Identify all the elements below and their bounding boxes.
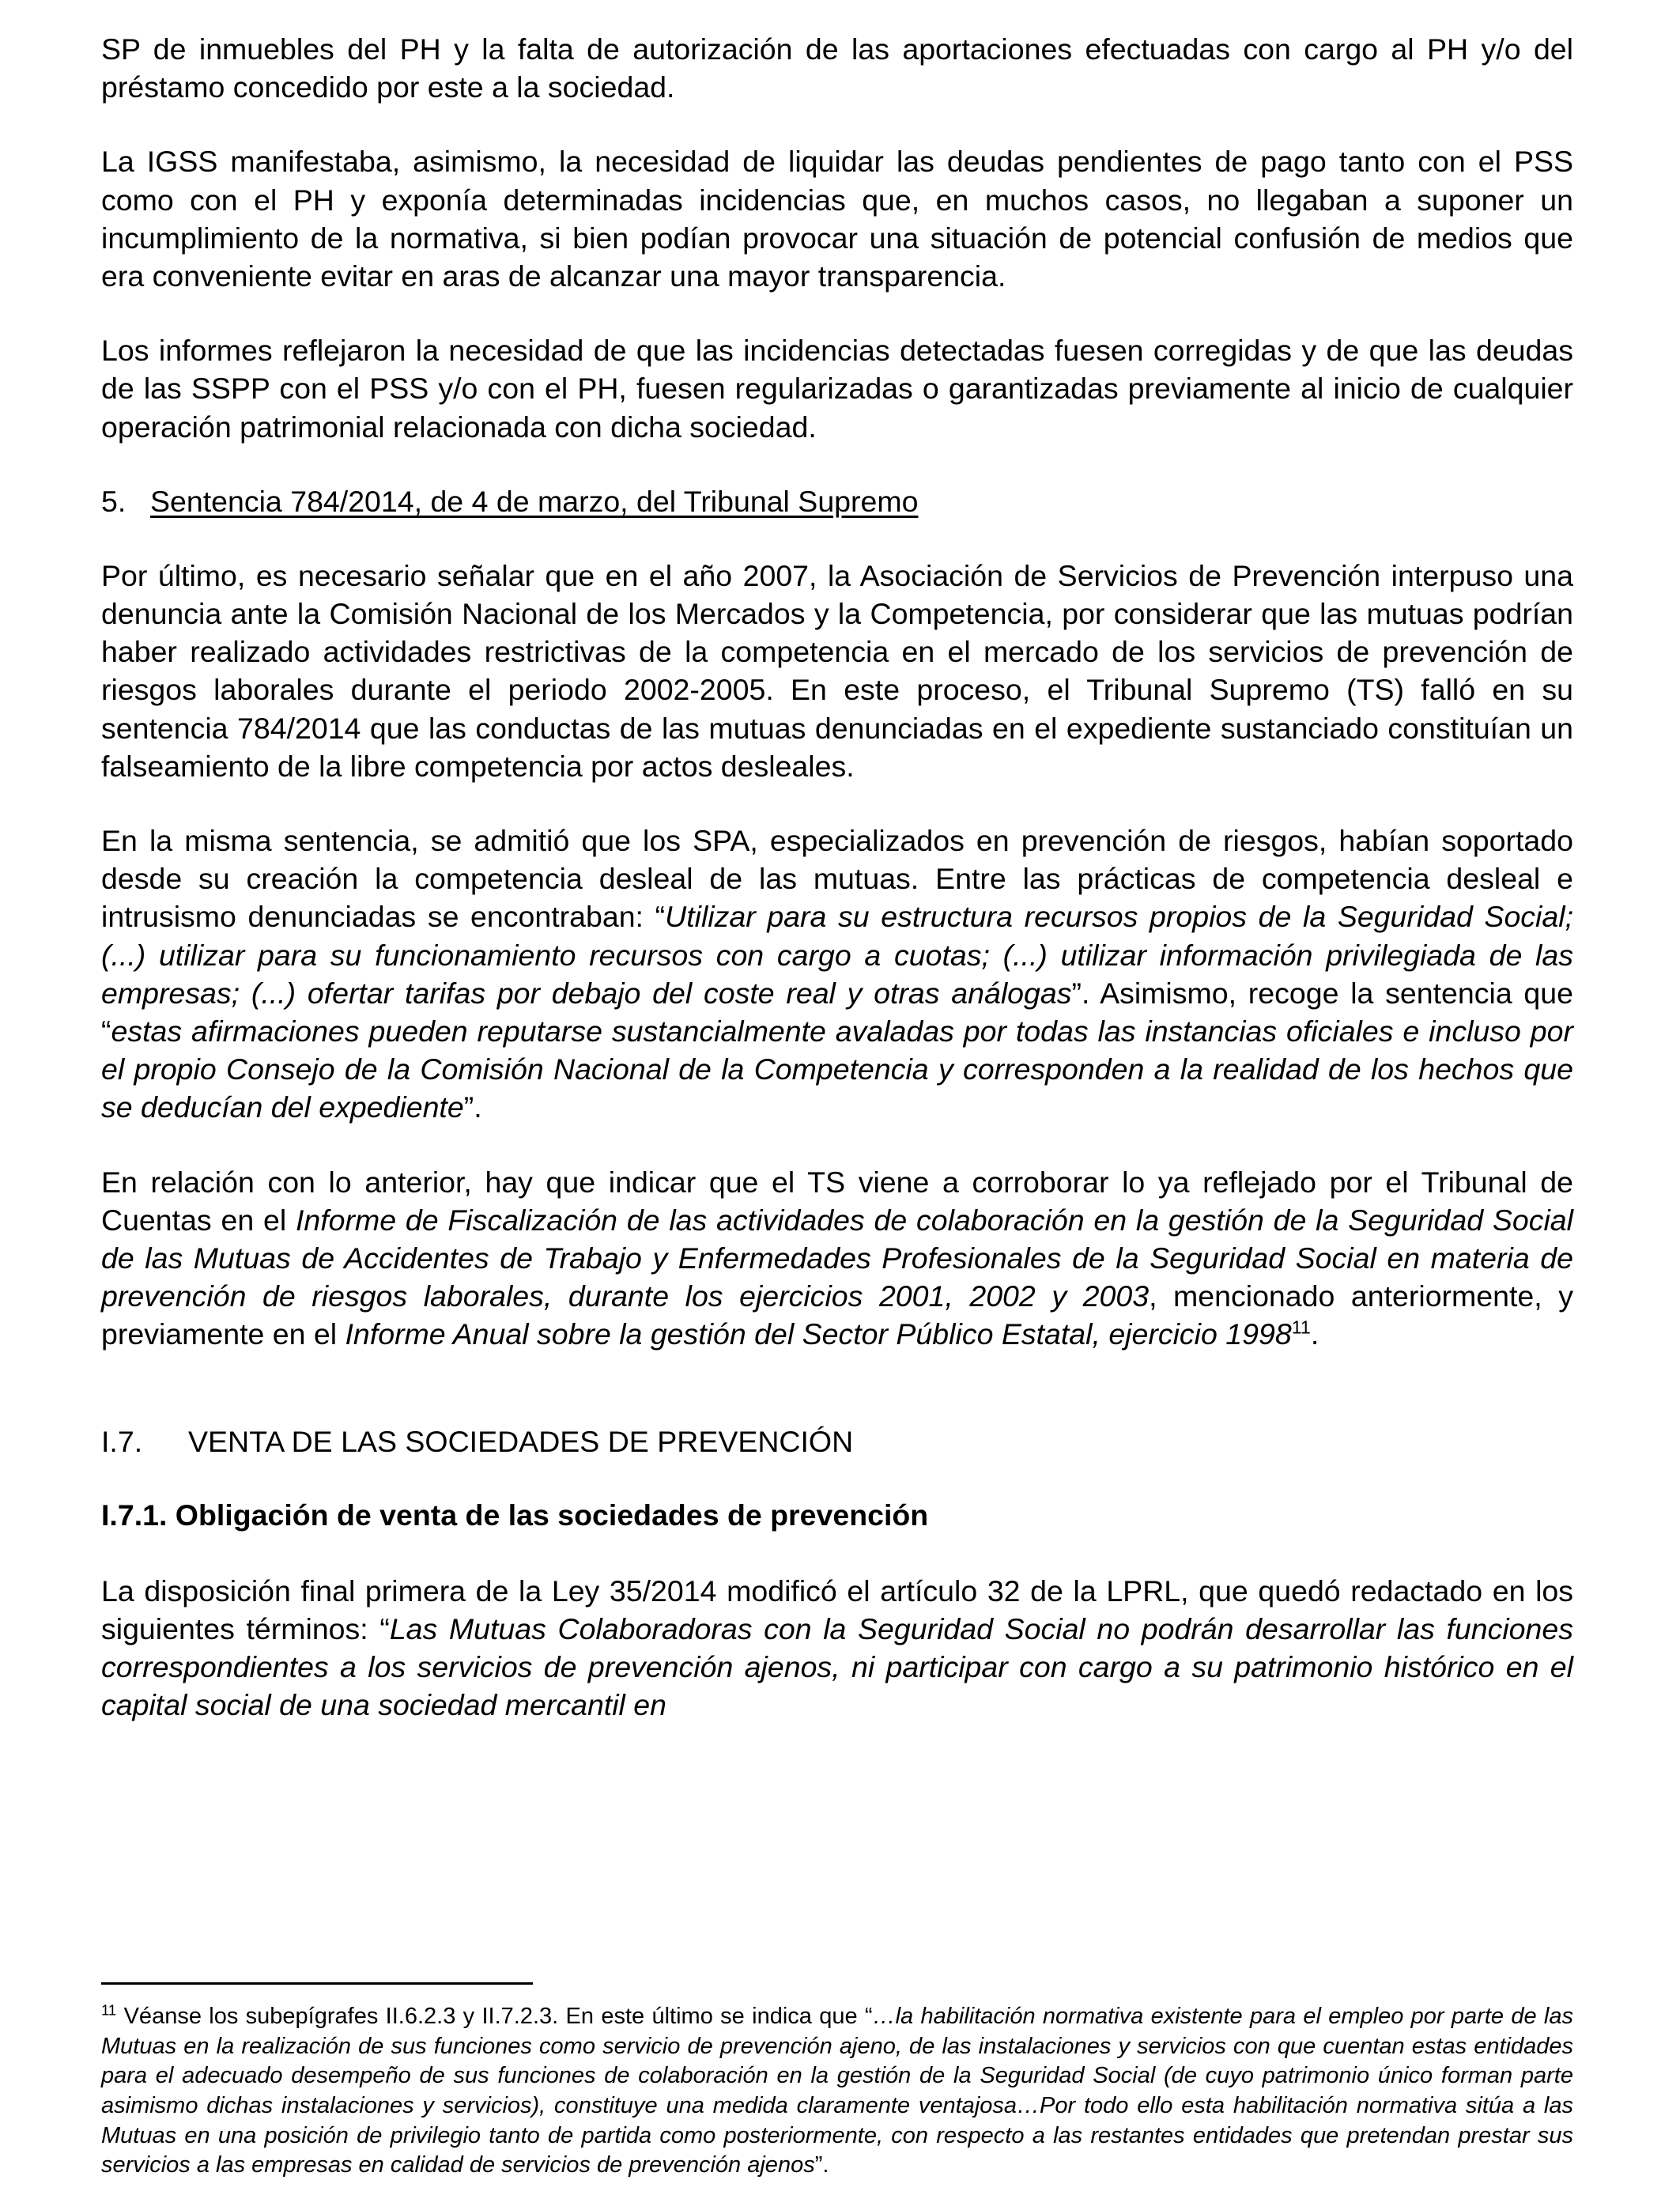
heading-sentencia-784-2014 [101, 482, 1573, 520]
paragraph-informes-reflejaron: Los informes reflejaron la necesidad de que las incidencias detectadas fuesen corregidas y de que las deudas de las SSPP con el PSS y/o con el PH, fuesen regularizadas o garantizadas previamente al inicio de cualquier operación patrimonial relacionada con dicha sociedad. [101, 334, 1573, 444]
paragraph-disposicion-final [101, 1572, 1573, 1725]
heading-i7-text: VENTA DE LAS SOCIEDADES DE PREVENCIÓN [188, 1425, 854, 1459]
heading-number: 5. [101, 484, 126, 518]
title-informe-anual: Informe Anual sobre la gestión del Sector Público Estatal, ejercicio 1998 [345, 1317, 1292, 1351]
paragraph-misma-sentencia [101, 822, 1573, 1127]
paragraph-en-relacion-part3: . [1310, 1317, 1319, 1351]
document-body [101, 30, 1573, 1725]
paragraph-misma-sentencia-part3: ”. [463, 1090, 482, 1124]
heading-text: Sentencia 784/2014, de 4 de marzo, del Tribunal Supremo [150, 484, 919, 518]
paragraph-en-relacion-part2: , mencionado anteriormente, y previamente en el [101, 1279, 1573, 1351]
footnote-11 [101, 2002, 1573, 2181]
paragraph-misma-sentencia-part2: ”. Asimismo, recoge la sentencia que “ [101, 976, 1573, 1048]
footnote-quote: …la habilitación normativa existente para el empleo por parte de las Mutuas en la realización de sus funciones como servicio de prevención ajeno, de las instalaciones y servicios con que cuentan estas entidades para el adecuado desempeño de sus funciones de colaboración en la gestión de la Seguridad Social (de cuyo patrimonio único forman parte asimismo dichas instalaciones y servicios), constituye una medida claramente ventajosa…Por todo ello esta habilitación normativa sitúa a las Mutuas en una posición de privilegio tanto de partida como posteriormente, con respecto a las restantes entidades que pretendan prestar sus servicios a las empresas en calidad de servicios de prevención ajenos [101, 2003, 1573, 2178]
footnote-area [101, 1982, 1573, 2181]
paragraph-misma-sentencia-part1: En la misma sentencia, se admitió que los SPA, especializados en prevención de riesgos, habían soportado desde su creación la competencia desleal de las mutuas. Entre las prácticas de competencia desleal e intrusismo denunciadas se encontraban: “ [101, 824, 1573, 934]
paragraph-por-ultimo: Por último, es necesario señalar que en el año 2007, la Asociación de Servicios de Prevención interpuso una denuncia ante la Comisión Nacional de los Mercados y la Competencia, por considerar que las mutuas podrían haber realizado actividades restrictivas de la competencia en el mercado de los servicios de prevención de riesgos laborales durante el periodo 2002-2005. En este proceso, el Tribunal Supremo (TS) falló en su sentencia 784/2014 que las conductas de las mutuas denunciadas en el expediente sustanciado constituían un falseamiento de la libre competencia por actos desleales. [101, 558, 1573, 783]
section-spacer [101, 1389, 1573, 1422]
heading-i7-number: I.7. [101, 1425, 143, 1459]
quote-afirmaciones-avaladas: estas afirmaciones pueden reputarse sustancialmente avaladas por todas las instancias oficiales e incluso por el propio Consejo de la Comisión Nacional de la Competencia y corresponden a la realidad de los hechos que se deducían del expediente [101, 1014, 1573, 1124]
footnote-part2: ”. [814, 2152, 829, 2178]
heading-i71-obligacion-venta: I.7.1. Obligación de venta de las sociedades de prevención [101, 1498, 929, 1532]
footnote-separator-rule [101, 1982, 533, 1985]
quote-practicas-competencia-desleal: Utilizar para su estructura recursos propios de la Seguridad Social; (...) utilizar para su funcionamiento recursos con cargo a cuotas; (...) utilizar información privilegiada de las empresas; (...) ofertar tarifas por debajo del coste real y otras análogas [101, 900, 1573, 1010]
paragraph-en-relacion-part1: En relación con lo anterior, hay que indicar que el TS viene a corroborar lo ya reflejado por el Tribunal de Cuentas en el [101, 1165, 1573, 1237]
paragraph-igss-manifestaba: La IGSS manifestaba, asimismo, la necesidad de liquidar las deudas pendientes de pago tanto con el PSS como con el PH y exponía determinadas incidencias que, en muchos casos, no llegaban a suponer un incumplimiento de la normativa, si bien podían provocar una situación de potencial confusión de medios que era conveniente evitar en aras de alcanzar una mayor transparencia. [101, 145, 1573, 293]
paragraph-sp-inmuebles: SP de inmuebles del PH y la falta de autorización de las aportaciones efectuadas con cargo al PH y/o del préstamo concedido por este a la sociedad. [101, 32, 1573, 104]
title-informe-fiscalizacion: Informe de Fiscalización de las actividades de colaboración en la gestión de la Seguridad Social de las Mutuas de Accidentes de Trabajo y Enfermedades Profesionales de la Seguridad Social en materia de prevención de riesgos laborales, durante los ejercicios 2001, 2002 y 2003 [101, 1203, 1573, 1313]
heading-i7-venta-sociedades [101, 1422, 1573, 1460]
paragraph-en-relacion [101, 1163, 1573, 1354]
footnote-marker: 11 [101, 2001, 117, 2019]
footnote-part1: Véanse los subepígrafes II.6.2.3 y II.7.2.3. En este último se indica que “ [116, 2003, 873, 2029]
footnote-reference-11[interactable]: 11 [1291, 1317, 1311, 1338]
paragraph-disposicion-final-part1: La disposición final primera de la Ley 35/2014 modificó el artículo 32 de la LPRL, que quedó redactado en los siguientes términos: “ [101, 1574, 1573, 1645]
quote-ley-35-2014: Las Mutuas Colaboradoras con la Seguridad Social no podrán desarrollar las funciones correspondientes a los servicios de prevención ajenos, ni participar con cargo a su patrimonio histórico en el capital social de una sociedad mercantil en [101, 1612, 1574, 1722]
